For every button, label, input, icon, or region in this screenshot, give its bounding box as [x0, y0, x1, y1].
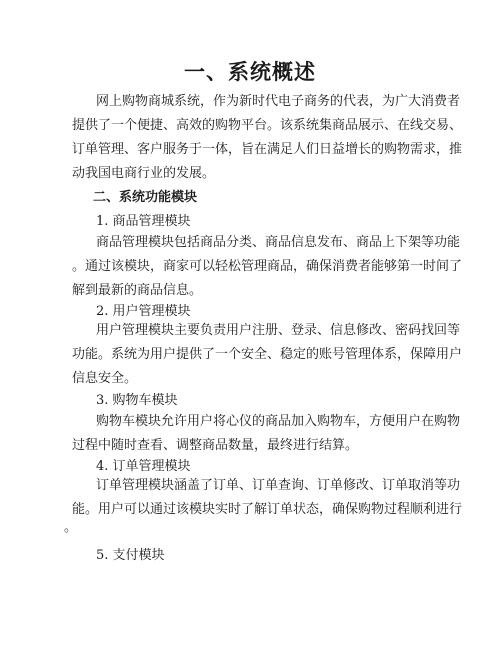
intro-line: 订单管理、客户服务于一体，旨在满足人们日益增长的购物需求，推: [72, 142, 463, 157]
module-line: 购物车模块允许用户将心仪的商品加入购物车，方便用户在购物: [96, 414, 461, 429]
intro-line: 网上购物商城系统，作为新时代电子商务的代表，为广大消费者: [96, 94, 461, 109]
page-title: 一、系统概述: [184, 60, 316, 84]
module-heading: 4. 订单管理模块: [96, 459, 191, 474]
module-line: 订单管理模块涵盖了订单、订单查询、订单修改、订单取消等功: [96, 478, 461, 493]
module-line: 功能。系统为用户提供了一个安全、稳定的账号管理体系，保障用户: [72, 347, 463, 362]
intro-line: 提供了一个便捷、高效的购物平台。该系统集商品展示、在线交易、: [72, 118, 463, 133]
section-heading: 二、系统功能模块: [93, 190, 198, 205]
module-line: 信息安全。: [72, 371, 138, 386]
intro-line: 动我国电商行业的发展。: [72, 166, 216, 181]
module-heading: 2. 用户管理模块: [96, 304, 191, 319]
module-line: 商品管理模块包括商品分类、商品信息发布、商品上下架等功能: [96, 235, 461, 250]
module-line: 解到最新的商品信息。: [72, 283, 203, 298]
module-line: 。: [64, 520, 78, 535]
module-heading: 1. 商品管理模块: [96, 214, 191, 229]
module-line: 用户管理模块主要负责用户注册、登录、信息修改、密码找回等: [96, 323, 461, 338]
module-line: 过程中随时查看、调整商品数量，最终进行结算。: [72, 438, 359, 453]
module-heading: 5. 支付模块: [96, 548, 165, 563]
module-line: 。通过该模块，商家可以轻松管理商品，确保消费者能够第一时间了: [72, 259, 463, 274]
module-heading: 3. 购物车模块: [96, 393, 178, 408]
module-line: 能。用户可以通过该模块实时了解订单状态，确保购物过程顺利进行: [72, 502, 463, 517]
